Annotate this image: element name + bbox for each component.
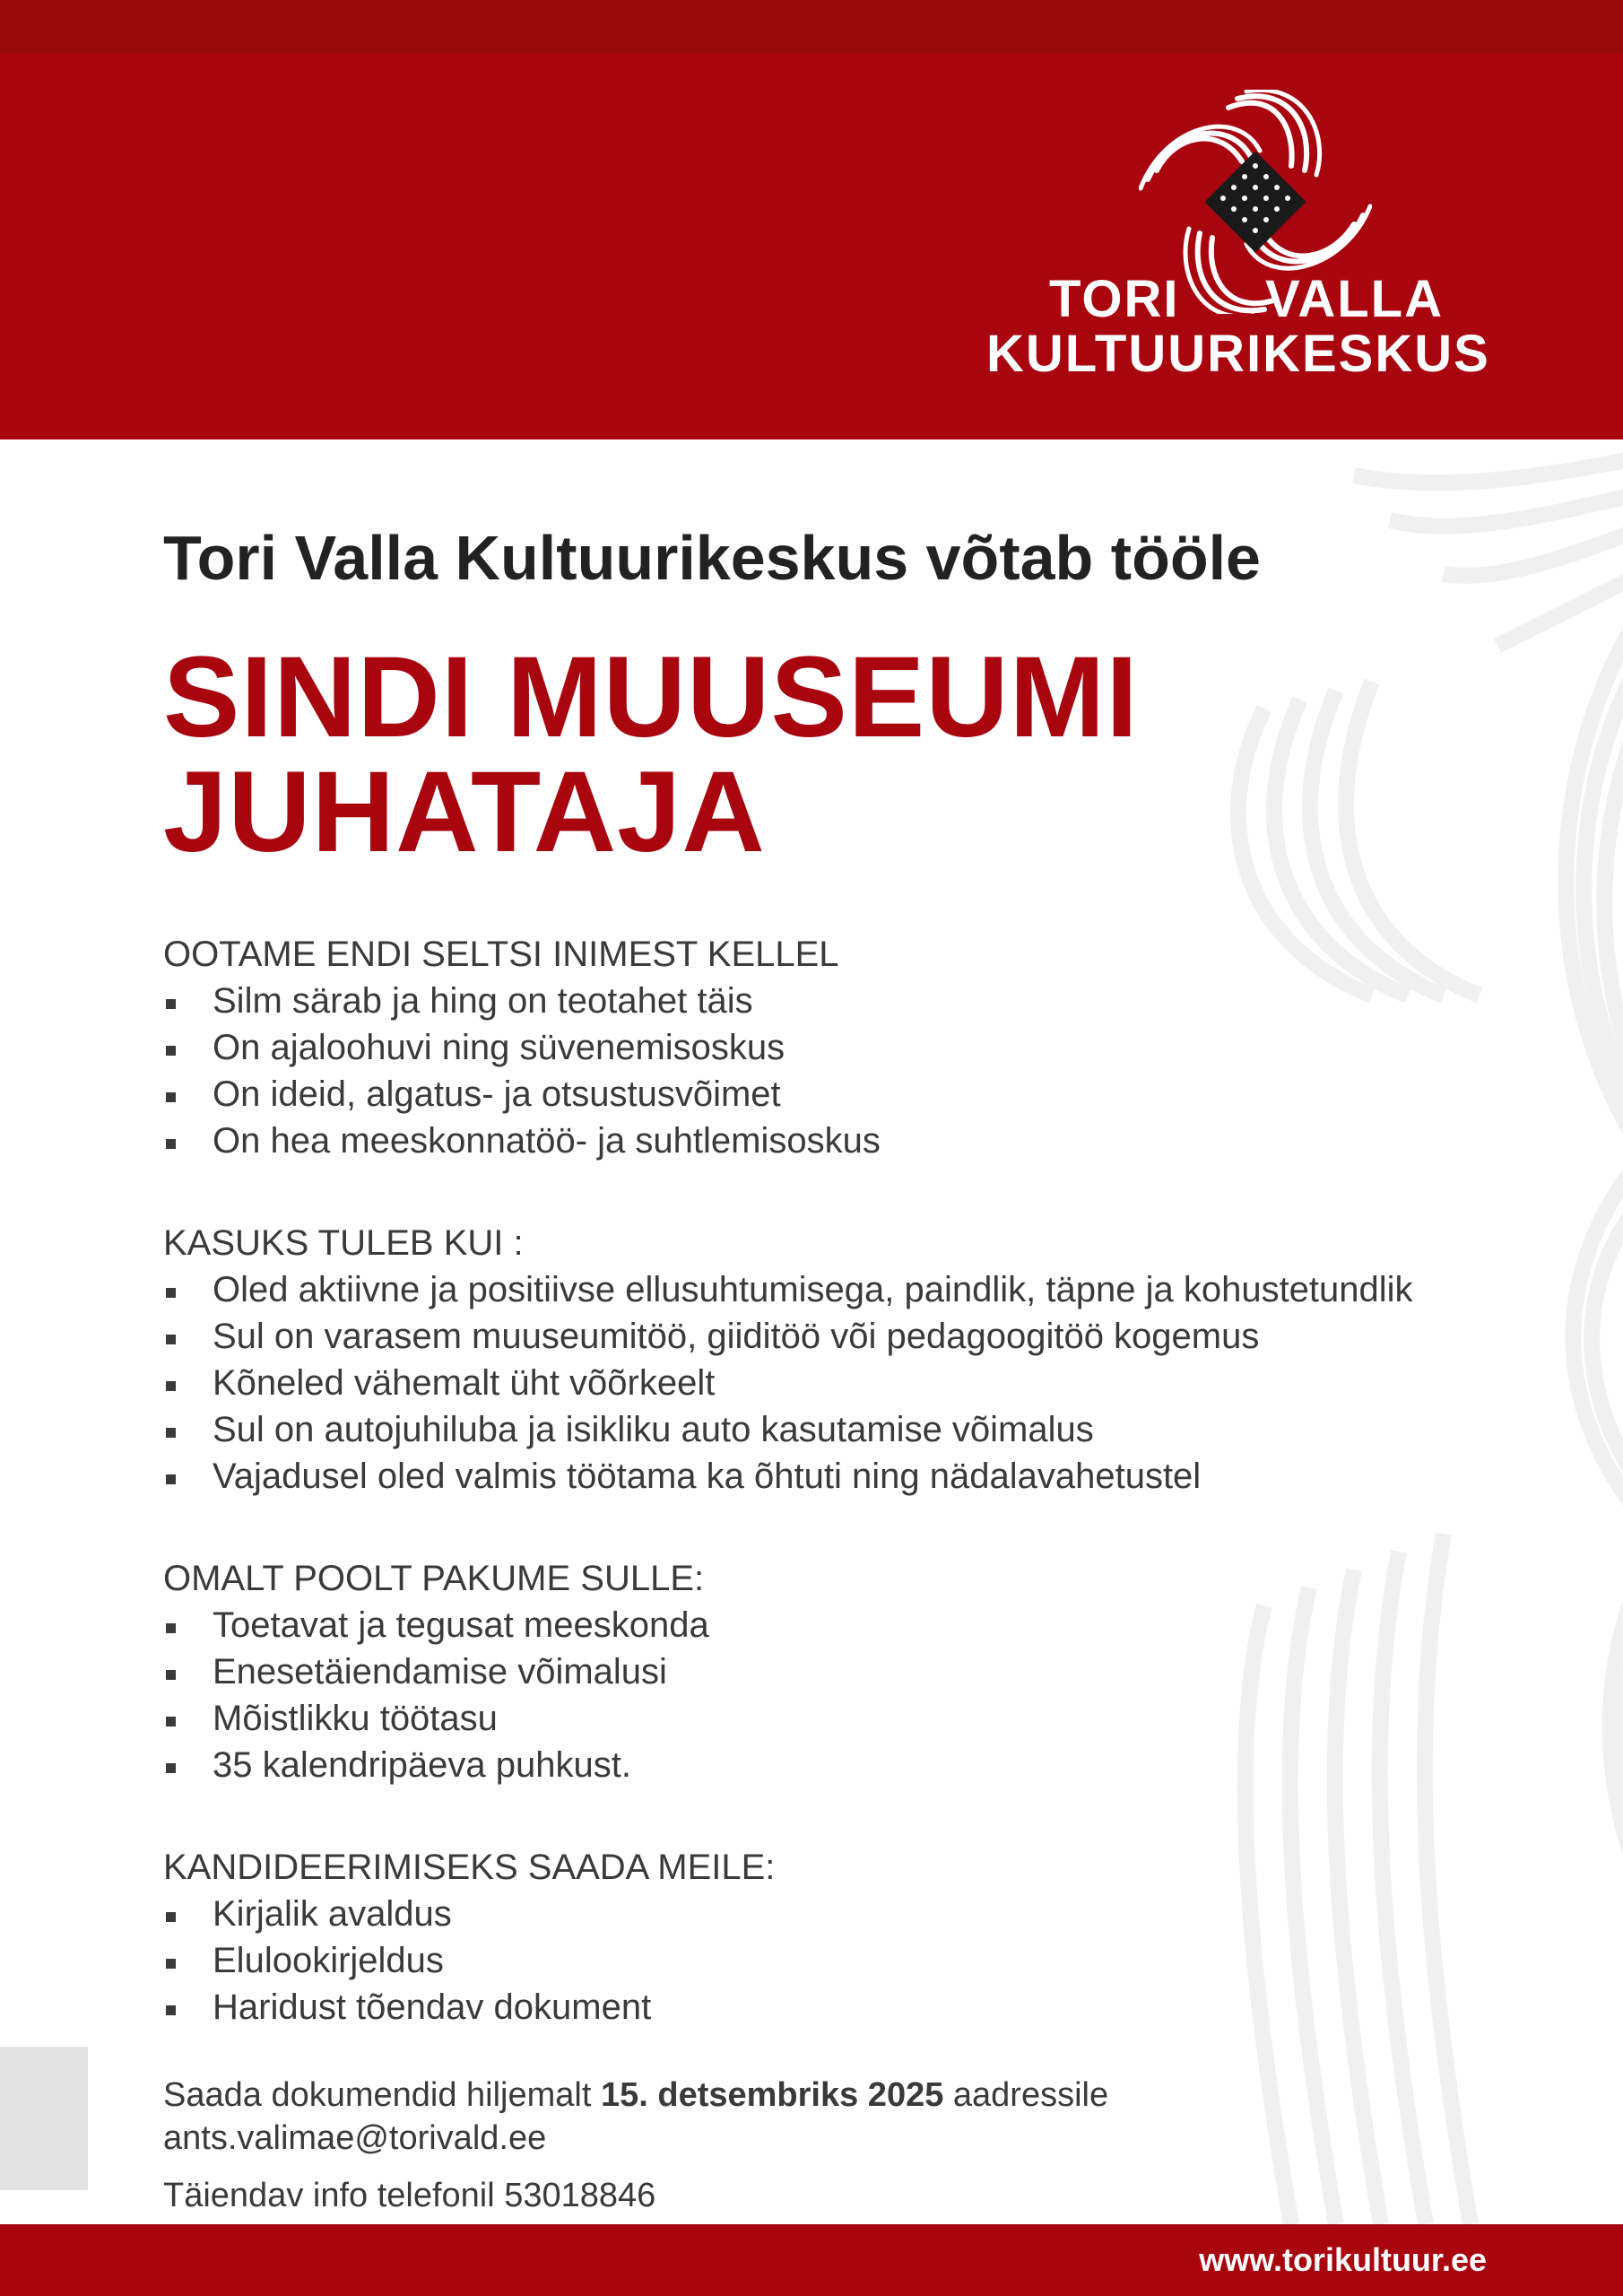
list-item: Kõneled vähemalt üht võõrkeelt (163, 1360, 1544, 1406)
list-item: 35 kalendripäeva puhkust. (163, 1742, 1544, 1788)
logo-word-valla: VALLA (1264, 270, 1444, 328)
list-item: On ideid, algatus- ja otsustusvõimet (163, 1071, 1544, 1118)
contact-phone: Täiendav info telefonil 53018846 (163, 2177, 656, 2214)
list-item: Kirjalik avaldus (163, 1891, 1544, 1937)
bullet-list (163, 1266, 1544, 1500)
section-heading: OMALT POOLT PAKUME SULLE: (163, 1559, 705, 1598)
logo-text-line1 (1049, 270, 1444, 328)
list-item: Mõistlikku töötasu (163, 1695, 1544, 1742)
list-item: Vajadusel oled valmis töötama ka õhtuti ning nädalavahetustel (163, 1453, 1544, 1500)
list-item: Toetavat ja tegusat meeskonda (163, 1602, 1544, 1648)
list-item: On hea meeskonnatöö- ja suhtlemisoskus (163, 1118, 1544, 1164)
deadline-prefix: Saada dokumendid hiljemalt (163, 2076, 601, 2114)
logo-word-tori: TORI (1049, 270, 1180, 328)
section-offer (163, 1555, 1544, 1788)
contact-email[interactable]: ants.valimae@torivald.ee (163, 2119, 547, 2157)
list-item: Haridust tõendav dokument (163, 1984, 1544, 2031)
list-item: Enesetäiendamise võimalusi (163, 1648, 1544, 1695)
list-item: Sul on autojuhiluba ja isikliku auto kasutamise võimalus (163, 1406, 1544, 1453)
list-item: Oled aktiivne ja positiivse ellusuhtumisega, paindlik, täpne ja kohustetundlik (163, 1266, 1544, 1313)
contact-info (163, 2074, 1544, 2217)
bullet-list (163, 1891, 1544, 2031)
side-gray-tab (0, 2047, 88, 2190)
deadline-suffix: aadressile (943, 2076, 1109, 2114)
list-item: Elulookirjeldus (163, 1937, 1544, 1984)
website-link[interactable]: www.torikultuur.ee (1199, 2241, 1487, 2278)
footer-bar (0, 2224, 1623, 2296)
job-posting (163, 520, 1544, 2217)
job-title-line1: SINDI MUUSEUMI (163, 633, 1139, 761)
list-item: Silm särab ja hing on teotahet täis (163, 978, 1544, 1024)
section-requirements (163, 931, 1544, 1164)
section-heading: OOTAME ENDI SELTSI INIMEST KELLEL (163, 935, 839, 974)
section-advantages (163, 1220, 1544, 1500)
top-dark-strip (0, 0, 1623, 54)
deadline-date: 15. detsembriks 2025 (600, 2076, 944, 2114)
section-heading: KANDIDEERIMISEKS SAADA MEILE: (163, 1848, 776, 1887)
organization-logo (986, 90, 1524, 395)
list-item: Sul on varasem muuseumitöö, giiditöö või pedagoogitöö kogemus (163, 1313, 1544, 1360)
intro-heading: Tori Valla Kultuurikeskus võtab tööle (163, 523, 1261, 593)
deadline-text (163, 2074, 1544, 2117)
bullet-list (163, 1602, 1544, 1788)
job-title-line2: JUHATAJA (163, 748, 766, 876)
section-application (163, 1844, 1544, 2031)
list-item: On ajaloohuvi ning süvenemisoskus (163, 1024, 1544, 1071)
bullet-list (163, 978, 1544, 1164)
section-heading: KASUKS TULEB KUI : (163, 1223, 524, 1263)
job-title (163, 633, 1544, 876)
logo-text-line2: KULTUURIKESKUS (986, 325, 1490, 383)
